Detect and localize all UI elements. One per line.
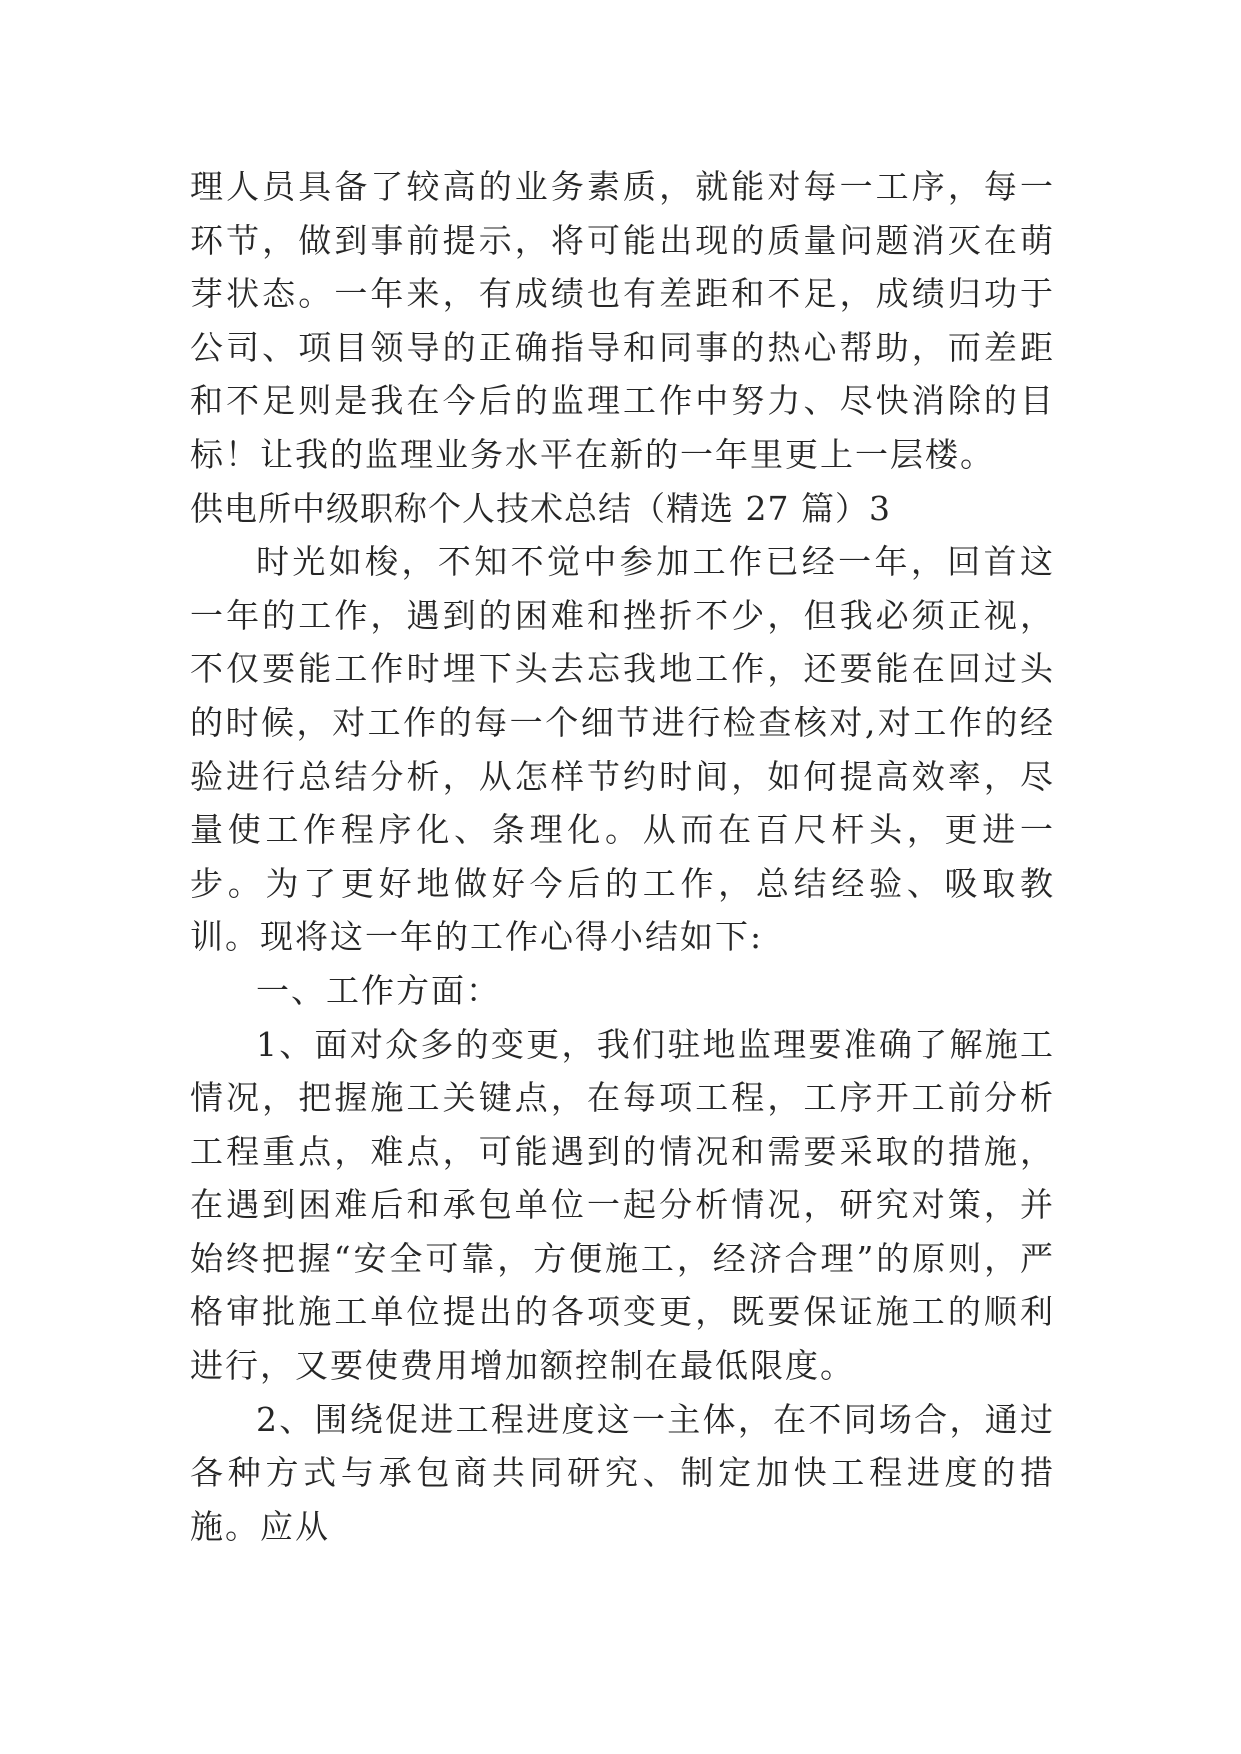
paragraph-item-1: 1、面对众多的变更，我们驻地监理要准确了解施工情况，把握施工关键点，在每项工程，工序开工前分析工程重点，难点，可能遇到的情况和需要采取的措施，在遇到困难后和承包单位一起分析情况，研究对策，并始终把握“安全可靠，方便施工，经济合理”的原则，严格审批施工单位提出的各项变更，既要保证施工的顺利进行，又要使费用增加额控制在最低限度。 (190, 1024, 1055, 1386)
document-body (190, 160, 1055, 1553)
subheading-work: 一、工作方面： (256, 970, 501, 1010)
paragraph-continued: 理人员具备了较高的业务素质，就能对每一工序，每一环节，做到事前提示，将可能出现的质量问题消灭在萌芽状态。一年来，有成绩也有差距和不足，成绩归功于公司、项目领导的正确指导和同事的热心帮助，而差距和不足则是我在今后的监理工作中努力、尽快消除的目标！让我的监理业务水平在新的一年里更上一层楼。 (190, 167, 1055, 474)
paragraph-item-2: 2、围绕促进工程进度这一主体，在不同场合，通过各种方式与承包商共同研究、制定加快工程进度的措施。应从 (190, 1399, 1055, 1546)
paragraph-intro: 时光如梭，不知不觉中参加工作已经一年，回首这一年的工作，遇到的困难和挫折不少，但我必须正视，不仅要能工作时埋下头去忘我地工作，还要能在回过头的时候，对工作的每一个细节进行检查核对,对工作的经验进行总结分析，从怎样节约时间，如何提高效率，尽量使工作程序化、条理化。从而在百尺杆头，更进一步。为了更好地做好今后的工作，总结经验、吸取教训。现将这一年的工作心得小结如下: (190, 542, 1055, 957)
section-title: 供电所中级职称个人技术总结（精选 27 篇）3 (190, 488, 891, 528)
